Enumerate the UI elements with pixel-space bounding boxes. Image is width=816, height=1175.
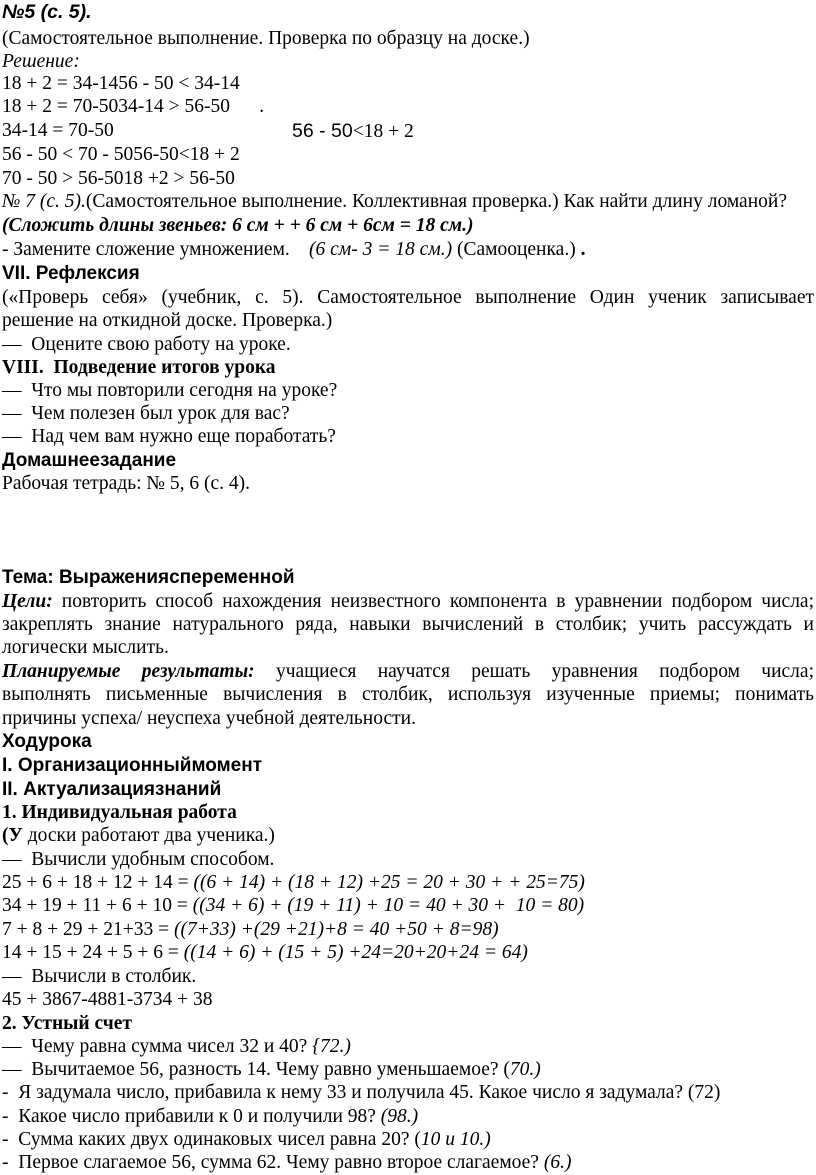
answer-span: {72.) xyxy=(312,1036,351,1057)
text-line xyxy=(2,143,240,167)
text-line: VII. Рефлексия xyxy=(2,263,140,284)
text-line: №5 (с. 5). xyxy=(2,1,92,23)
text-line: 1. Индивидуальная работа xyxy=(2,802,237,823)
text-span: (Самостоятельное выполнение. Коллективная проверка.) Как найти длину ломаной? xyxy=(85,191,787,212)
text-line xyxy=(2,1035,351,1059)
text-line xyxy=(2,1058,541,1082)
text-line: — Вычисли в столбик. xyxy=(2,966,197,987)
text-line xyxy=(2,683,814,707)
text-line xyxy=(2,613,814,637)
text-line: причины успеха/ неуспеха учебной деятельности. xyxy=(2,708,416,729)
text-line: 18 + 2 = 70-5034-14 > 56-50 . xyxy=(2,96,265,117)
text-span: решение на откидной доске. Проверка.) xyxy=(2,310,333,331)
text-line: 18 + 2 = 34-1456 - 50 < 34-14 xyxy=(2,73,240,94)
text-line: — Оцените свою работу на уроке. xyxy=(2,334,291,355)
answer-span: ((14 + 6) + (15 + 5) +24=20+20+24 = 64) xyxy=(183,942,528,963)
task-number: № 7 (с. 5). xyxy=(2,191,86,212)
answer-span: ((34 + 6) + (19 + 11) + 10 = 40 + 30 + 10 = 80) xyxy=(192,895,585,916)
goals-label: Цели: xyxy=(2,591,53,612)
text-line: Ходурока xyxy=(2,731,92,752)
answer-span: ((7+33) +(29 +21)+8 = 40 +50 + 8=98) xyxy=(174,919,499,940)
text-line: логически мыслить. xyxy=(2,637,169,658)
text-line: Домашнеезадание xyxy=(2,450,177,471)
results-label: Планируемые результаты: xyxy=(2,661,255,682)
text-line: II. Актуализациязнаний xyxy=(2,779,222,800)
text-span: ( xyxy=(2,825,9,846)
text-line xyxy=(2,1128,491,1152)
text-line: — Вычисли удобным способом. xyxy=(2,849,275,870)
text-line: Рабочая тетрадь: № 5, 6 (с. 4). xyxy=(2,473,251,494)
text-span: — Чему равна сумма чисел 32 и 40? xyxy=(2,1036,313,1057)
text-span: доски работают два ученика.) xyxy=(22,825,275,846)
text-line xyxy=(2,941,528,965)
text-line xyxy=(2,214,473,238)
text-span: 34 + 19 + 11 + 6 + 10 = xyxy=(2,895,193,916)
text-line: 34-14 = 70-50 xyxy=(2,120,114,141)
answer-span: 10 и 10.) xyxy=(420,1129,491,1150)
text-line xyxy=(2,1105,418,1129)
text-span: 56 - 50 xyxy=(292,120,353,142)
text-span: - Сумма каких двух одинаковых чисел равна 20? ( xyxy=(2,1129,421,1150)
text-line xyxy=(2,894,584,918)
text-line: Решение: xyxy=(2,51,80,72)
answer-span: 70.) xyxy=(509,1059,541,1080)
text-line: — Над чем вам нужно еще поработать? xyxy=(2,426,336,447)
text-line xyxy=(309,238,585,262)
text-span: выполнять письменные вычисления в столбик, используя изученные приемы; понимать xyxy=(2,684,814,705)
text-line xyxy=(2,918,499,942)
text-span: закреплять знание натурального ряда, навыки вычислений в столбик; учить рассуждать и xyxy=(2,614,814,635)
text-span: 56 - 50 < 70 - 5056-50<18 + 2 xyxy=(2,144,240,165)
answer-span: (6.) xyxy=(543,1152,572,1173)
text-line: - Замените сложение умножением. xyxy=(2,239,290,260)
answer-span: (98.) xyxy=(380,1106,419,1127)
text-line: VIII. Подведение итогов урока xyxy=(2,357,276,378)
text-line: 45 + 3867-4881-3734 + 38 xyxy=(2,989,213,1010)
text-span: - Какое число прибавили к 0 и получили 98? xyxy=(2,1106,381,1127)
text-span: <18 + 2 xyxy=(352,121,414,142)
text-line xyxy=(2,871,585,895)
text-span: (Самооценка.) xyxy=(452,239,581,260)
text-span: (6 см- 3 = 18 см.) xyxy=(309,239,453,260)
text-line xyxy=(2,190,787,214)
text-line: I. Организационныймомент xyxy=(2,755,263,776)
text-span: У xyxy=(8,825,23,846)
text-line: — Что мы повторили сегодня на уроке? xyxy=(2,380,338,401)
text-line: 70 - 50 > 56-5018 +2 > 56-50 xyxy=(2,168,235,189)
text-span: («Проверь себя» (учебник, с. 5). Самостоятельное выполнение Один ученик записывает xyxy=(2,287,814,308)
text-line xyxy=(2,309,332,333)
text-line xyxy=(292,119,414,144)
text-line xyxy=(2,824,275,848)
text-span: - Первое слагаемое 56, сумма 62. Чему равно второе слагаемое? xyxy=(2,1152,544,1173)
text-line xyxy=(2,1151,571,1175)
text-line: — Чем полезен был урок для вас? xyxy=(2,403,290,424)
text-span: повторить способ нахождения неизвестного компонента в уравнении подбором числа; xyxy=(52,591,814,612)
text-span: - Я задумала число, прибавила к нему 33 и получила 45. Какое число я задумала? (72) xyxy=(2,1082,721,1103)
text-line: 2. Устный счет xyxy=(2,1013,133,1034)
text-line xyxy=(2,590,814,614)
text-line: Тема: Выраженияспеременной xyxy=(2,567,295,588)
text-span: 7 + 8 + 29 + 21+33 = xyxy=(2,919,174,940)
text-span: — Вычитаемое 56, разность 14. Чему равно уменьшаемое? ( xyxy=(2,1059,510,1080)
answer-span: ((6 + 14) + (18 + 12) +25 = 20 + 30 + + 25=75) xyxy=(193,872,585,893)
text-line xyxy=(2,660,814,684)
text-line: (Самостоятельное выполнение. Проверка по образцу на доске.) xyxy=(2,28,530,49)
text-span: . xyxy=(580,239,586,260)
text-line xyxy=(2,286,814,310)
text-span: учащиеся научатся решать уравнения подбором числа; xyxy=(254,661,814,682)
text-span: 25 + 6 + 18 + 12 + 14 = xyxy=(2,872,194,893)
text-span: 14 + 15 + 24 + 5 + 6 = xyxy=(2,942,184,963)
text-span: (Сложить длины звеньев: 6 см + + 6 см + 6см = 18 см.) xyxy=(2,215,474,236)
text-line xyxy=(2,1081,720,1105)
